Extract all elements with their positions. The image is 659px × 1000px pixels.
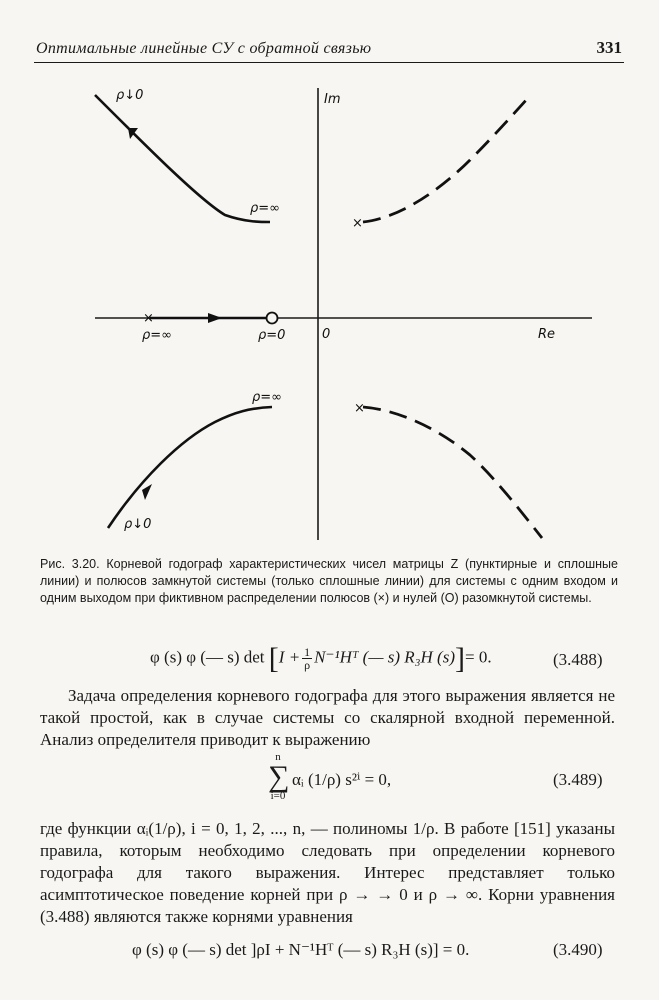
label-rho-inf-bottom: ρ=∞ <box>252 390 282 405</box>
eq489-sum-top: n <box>275 751 281 763</box>
label-origin: 0 <box>322 327 331 342</box>
label-rho-inf-axis: ρ=∞ <box>142 328 172 343</box>
eq488-frac-num: 1 <box>304 645 311 659</box>
equation-3-490: φ (s) φ (— s) det ]ρI + N⁻¹Hᵀ (— s) R₃H (s)] = 0. <box>132 940 470 959</box>
label-rho-zero-axis: ρ=0 <box>258 328 286 343</box>
label-rho-down-top: ρ↓0 <box>116 88 144 103</box>
eq488-fraction <box>302 646 312 671</box>
figure-caption: Рис. 3.20. Корневой годограф характеристических чисел матрицы Z (пунктирные и сплошные линии) и полюсов замкнутой системы (только сплошные линии) для системы с одним входом и одним выходом при фиктивном распределении полюсов (×) и нулей (O) разомкнутой системы. <box>40 557 618 605</box>
label-rho-down-bottom: ρ↓0 <box>124 517 152 532</box>
real-axis-arrow <box>208 313 222 323</box>
paragraph-2: где функции αᵢ(1/ρ), i = 0, 1, 2, ..., n, — полиномы 1/ρ. В работе [151] указаны правила, которым необходимо следовать при определении корневого годографа для такого выражения. Интерес представляет только асимптотическое поведение корней при ρ → → 0 и ρ → ∞. Корни уравнения (3.488) являются также корнями уравнения <box>40 819 615 926</box>
eq489-sum-bottom: i=0 <box>270 790 286 802</box>
zero-marker <box>267 313 278 324</box>
upper-right-branch <box>363 98 528 222</box>
pole-marker-lower: × <box>354 401 365 416</box>
label-re: Re <box>538 327 556 342</box>
eq489-sum <box>268 752 288 802</box>
equation-3-489: αᵢ (1/ρ) s²ⁱ = 0, <box>292 770 392 789</box>
equation-3-488: φ (s) φ (— s) det [I + $\frac{1}{\rho}$ N⁻¹Hᵀ (— s) R₃H (s)]= 0. <box>150 642 492 675</box>
pole-marker-upper: × <box>352 216 363 231</box>
eq488-i: I + <box>278 647 301 667</box>
upper-left-branch <box>95 95 270 222</box>
pole-marker-axis: × <box>143 311 154 326</box>
eq488-right: = 0. <box>465 647 492 667</box>
lower-right-branch <box>363 407 542 538</box>
eq488-frac-den: ρ <box>304 658 311 672</box>
eq488-number: (3.488) <box>553 650 603 669</box>
eq489-number: (3.489) <box>553 770 603 789</box>
label-rho-inf-top: ρ=∞ <box>250 201 280 216</box>
eq488-left: φ (s) φ (— s) det <box>150 647 265 667</box>
sum-symbol: ∑ <box>268 760 290 793</box>
page-number: 331 <box>596 38 622 57</box>
lower-left-arrow <box>142 484 152 500</box>
paragraph-1: Задача определения корневого годографа для этого выражения является не такой простой, как в случае системы со скалярной входной переменной. Анализ определителя приводит к выражению <box>40 686 615 749</box>
running-title: Оптимальные линейные СУ с обратной связью <box>36 40 372 57</box>
lower-left-branch <box>108 407 272 528</box>
eq490-number: (3.490) <box>553 940 603 959</box>
eq488-rest: N⁻¹Hᵀ (— s) R₃H (s) <box>314 647 455 667</box>
label-im: Im <box>324 92 341 107</box>
